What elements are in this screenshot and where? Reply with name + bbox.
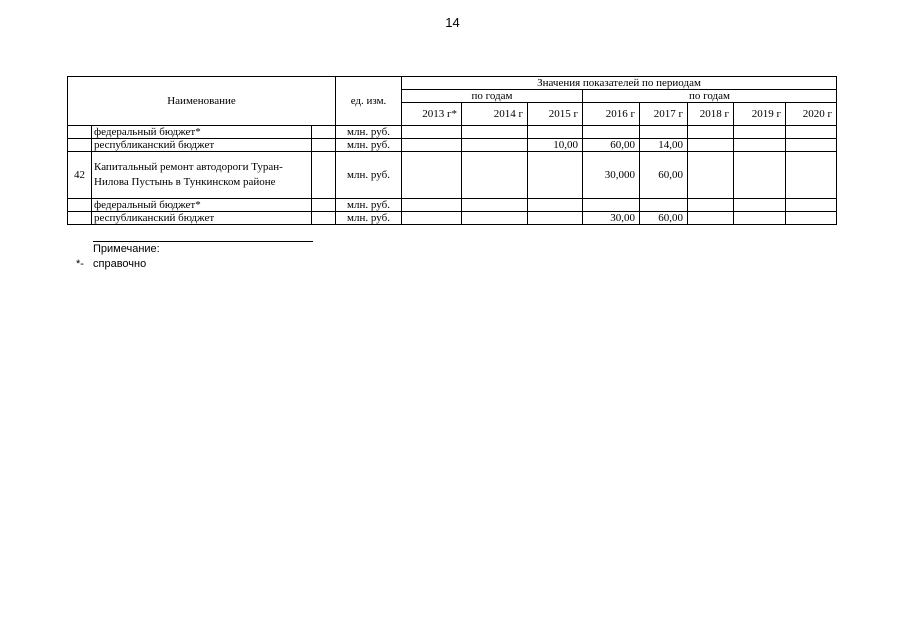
header-unit: ед. изм. <box>336 77 402 126</box>
row-number: 42 <box>68 152 92 199</box>
note-footnote-text: справочно <box>93 258 147 270</box>
row-value <box>786 152 837 199</box>
header-values-by-period: Значения показателей по периодам <box>402 77 837 90</box>
row-unit: млн. руб. <box>336 126 402 139</box>
row-value <box>640 199 688 212</box>
header-year: 2014 г <box>462 103 528 126</box>
row-number <box>68 139 92 152</box>
header-year: 2019 г <box>734 103 786 126</box>
row-value <box>734 212 786 225</box>
row-value <box>462 139 528 152</box>
row-name: Капитальный ремонт автодороги Туран-Нилова Пустынь в Тункинском районе <box>92 152 312 199</box>
row-value <box>786 212 837 225</box>
table-row <box>68 212 837 225</box>
row-number <box>68 212 92 225</box>
row-value <box>786 199 837 212</box>
row-empty-cell <box>312 199 336 212</box>
header-year: 2016 г <box>583 103 640 126</box>
table-row <box>68 126 837 139</box>
header-name: Наименование <box>68 77 336 126</box>
row-value: 10,00 <box>528 139 583 152</box>
indicators-table <box>67 76 837 225</box>
note-divider <box>93 241 313 242</box>
header-year: 2015 г <box>528 103 583 126</box>
header-year: 2018 г <box>688 103 734 126</box>
row-value <box>528 212 583 225</box>
row-value <box>462 199 528 212</box>
row-value: 30,000 <box>583 152 640 199</box>
header-by-years-right: по годам <box>583 90 837 103</box>
row-value <box>688 212 734 225</box>
row-value <box>734 199 786 212</box>
header-row-1 <box>68 77 837 90</box>
row-name: республиканский бюджет <box>92 212 312 225</box>
row-name: федеральный бюджет* <box>92 199 312 212</box>
row-empty-cell <box>312 212 336 225</box>
header-by-years-left: по годам <box>402 90 583 103</box>
row-value <box>528 126 583 139</box>
row-empty-cell <box>312 152 336 199</box>
row-value <box>583 199 640 212</box>
header-year: 2017 г <box>640 103 688 126</box>
table-row <box>68 139 837 152</box>
row-name: республиканский бюджет <box>92 139 312 152</box>
row-value <box>402 199 462 212</box>
row-value <box>734 126 786 139</box>
row-value: 60,00 <box>640 152 688 199</box>
row-unit: млн. руб. <box>336 139 402 152</box>
row-empty-cell <box>312 139 336 152</box>
row-unit: млн. руб. <box>336 152 402 199</box>
row-name: федеральный бюджет* <box>92 126 312 139</box>
row-value <box>688 152 734 199</box>
note-title: Примечание: <box>93 243 160 255</box>
row-value <box>528 152 583 199</box>
row-value: 60,00 <box>640 212 688 225</box>
row-number <box>68 199 92 212</box>
row-number <box>68 126 92 139</box>
row-unit: млн. руб. <box>336 212 402 225</box>
row-value <box>528 199 583 212</box>
row-value <box>688 126 734 139</box>
row-value <box>462 212 528 225</box>
row-value: 14,00 <box>640 139 688 152</box>
note-footnote-mark: *- <box>76 258 84 270</box>
row-unit: млн. руб. <box>336 199 402 212</box>
row-value <box>402 126 462 139</box>
row-value <box>462 152 528 199</box>
table-row <box>68 199 837 212</box>
row-empty-cell <box>312 126 336 139</box>
row-value <box>402 139 462 152</box>
row-value <box>734 152 786 199</box>
row-value: 60,00 <box>583 139 640 152</box>
row-value <box>583 126 640 139</box>
row-value: 30,00 <box>583 212 640 225</box>
row-value <box>786 126 837 139</box>
row-value <box>402 152 462 199</box>
table-row <box>68 152 837 199</box>
row-value <box>402 212 462 225</box>
header-year: 2020 г <box>786 103 837 126</box>
row-value <box>688 139 734 152</box>
row-value <box>462 126 528 139</box>
row-value <box>786 139 837 152</box>
row-value <box>640 126 688 139</box>
row-value <box>688 199 734 212</box>
header-year: 2013 г* <box>402 103 462 126</box>
row-value <box>734 139 786 152</box>
page-number: 14 <box>445 15 460 30</box>
